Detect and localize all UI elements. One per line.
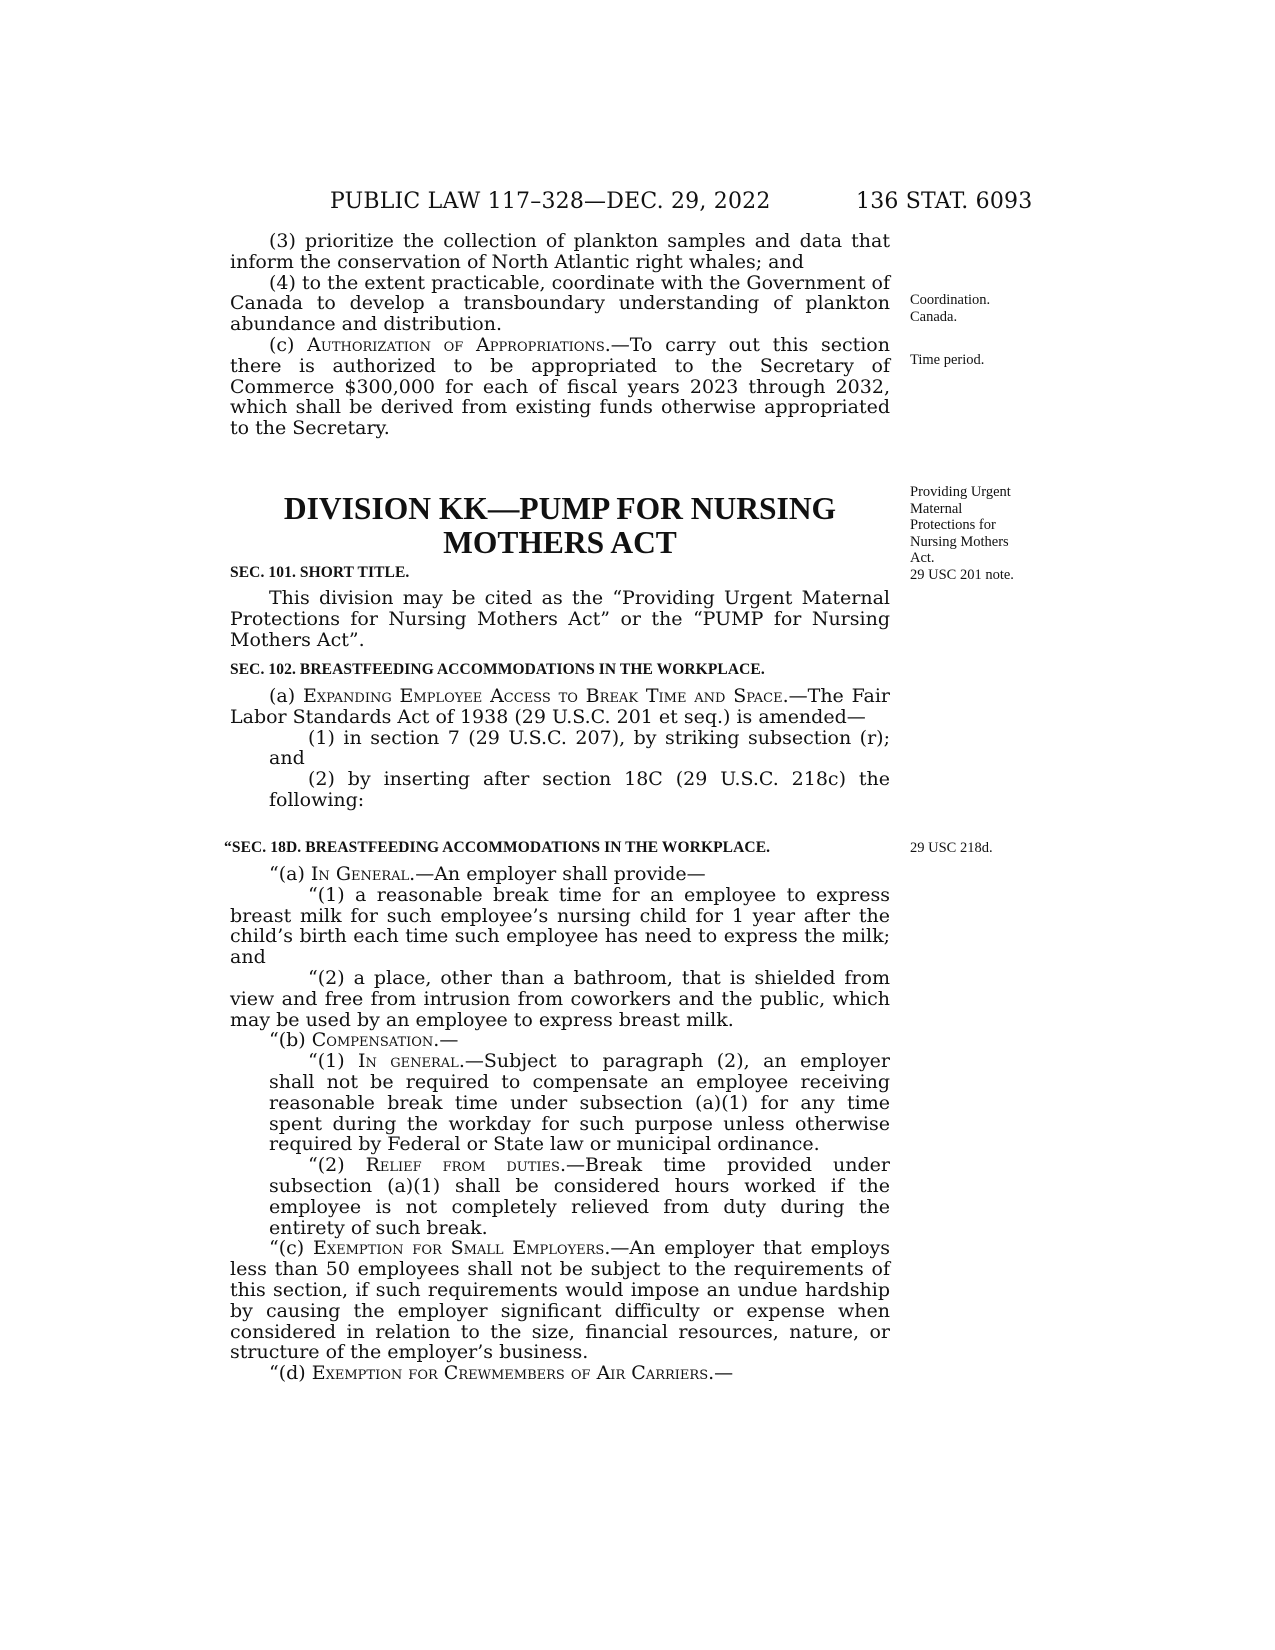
margin-note-pump-act <box>910 484 1060 584</box>
section-101-body <box>230 588 890 650</box>
margin-note-line: Time period. <box>910 352 985 368</box>
paragraph-3: (3) prioritize the collection of plankton samples and data that inform the conservation of North Atlantic right whales; and <box>230 230 890 273</box>
margin-note-line: 29 USC 201 note. <box>910 566 1014 583</box>
division-title <box>230 492 890 560</box>
subsection-heading: Authorization of Appropriations <box>307 333 605 356</box>
paragraph-b2 <box>230 1155 890 1238</box>
paragraph-b1 <box>230 1051 890 1155</box>
subsection-heading: Compensation <box>311 1029 434 1052</box>
paragraph-1-strike: (1) in section 7 (29 U.S.C. 207), by striking subsection (r); and <box>269 726 890 770</box>
running-head: PUBLIC LAW 117–328—DEC. 29, 2022 <box>330 189 771 214</box>
section-18d-body <box>230 864 890 1384</box>
subsection-heading: Expanding Employee Access to Break Time and Space <box>302 685 783 707</box>
subsection-text: .—To carry out this section there is authorized to be appropriated to the Secretary of Commerce $300,000 for each of fiscal years 2023 through 2032, which shall be derived from existing funds otherwise appropriated to the Secretary. <box>230 333 890 440</box>
division-title-line-2: MOTHERS ACT <box>443 525 677 560</box>
subsection-text: .—An employer that employs less than 50 employees shall not be subject to the requirements of this section, if such requirements would impose an undue hardship by causing the employer significant difficulty or expense when considered in relation to the size, financial resources, nature, or structure of the employer’s business. <box>230 1237 891 1364</box>
paragraph-2-insert: (2) by inserting after section 18C (29 U.S.C. 218c) the following: <box>269 768 890 811</box>
subsection-text: .—The Fair Labor Standards Act of 1938 (29 U.S.C. 201 et seq.) is amended— <box>230 685 890 728</box>
margin-note-line: Coordination. <box>910 292 991 308</box>
subsection-dash: .— <box>708 1362 734 1385</box>
paragraph-heading: In general <box>358 1050 459 1073</box>
subsection-a-general <box>230 864 890 885</box>
subsection-label: (c) <box>269 333 308 356</box>
margin-note-time-period <box>910 352 1060 369</box>
margin-note-coordination <box>910 292 1060 325</box>
margin-note-usc-218d <box>910 840 1060 857</box>
paragraph-label: “(2) <box>308 1154 366 1177</box>
subsection-text: .—An employer shall provide— <box>409 863 706 885</box>
subsection-c-appropriations <box>230 335 890 439</box>
subsection-d-crewmembers <box>230 1363 890 1384</box>
subsection-label: “(c) <box>269 1237 313 1260</box>
margin-note-line: Act. <box>910 550 935 567</box>
section-102-heading: SEC. 102. BREASTFEEDING ACCOMMODATIONS IN THE WORKPLACE. <box>230 661 765 678</box>
margin-note-line: Nursing Mothers <box>910 533 1009 550</box>
section-102-body <box>230 686 890 811</box>
subsection-label: “(a) <box>269 863 311 885</box>
subsection-heading: Exemption for Crewmembers of Air Carriers <box>311 1362 709 1385</box>
section-101-heading: SEC. 101. SHORT TITLE. <box>230 564 410 581</box>
margin-note-line: 29 USC 218d. <box>910 840 993 856</box>
paragraph-heading: Relief from duties <box>365 1154 560 1177</box>
subsection-label: “(b) <box>269 1029 312 1052</box>
section-18d-heading: “SEC. 18D. BREASTFEEDING ACCOMMODATIONS IN THE WORKPLACE. <box>224 839 771 856</box>
paragraph-a1: “(1) a reasonable break time for an employee to express breast milk for such employee’s nursing child for 1 year after the child’s birth each time such employee has need to express the milk; and <box>230 883 890 969</box>
section-101-text: This division may be cited as the “Providing Urgent Maternal Protections for Nursing Mothers Act” or the “PUMP for Nursing Mothers Act”. <box>230 587 890 651</box>
statute-page-reference: 136 STAT. 6093 <box>856 189 1033 214</box>
paragraph-text: .—Break time provided under subsection (a)(1) shall be considered hours worked if the employee is not completely relieved from duty during the entirety of such break. <box>269 1154 890 1239</box>
subsection-heading: Exemption for Small Employers <box>312 1237 605 1260</box>
subsection-dash: .— <box>433 1029 459 1052</box>
margin-note-line: Providing Urgent <box>910 484 1011 500</box>
margin-note-line: Canada. <box>910 308 958 325</box>
margin-note-line: Maternal <box>910 500 963 517</box>
subsection-label: (a) <box>269 685 303 707</box>
paragraph-label: “(1) <box>308 1050 358 1073</box>
subsection-a-expanding-access <box>230 686 890 728</box>
subsection-heading: In General <box>310 863 410 885</box>
paragraph-text: .—Subject to paragraph (2), an employer shall not be required to compensate an employee receiving reasonable break time under subsection (a)(1) for any time spent during the workday for such purpose unless otherwise required by Federal or State law or municipal ordinance. <box>269 1050 891 1156</box>
margin-note-line: Protections for <box>910 517 996 534</box>
subsection-c-small-employers <box>230 1238 890 1363</box>
paragraph-a2: “(2) a place, other than a bathroom, that is shielded from view and free from intrusion from coworkers and the public, which may be used by an employee to express breast milk. <box>230 966 890 1031</box>
subsection-label: “(d) <box>269 1362 312 1385</box>
division-title-line-1: DIVISION KK—PUMP FOR NURSING <box>283 491 837 526</box>
subsection-b-compensation <box>230 1030 890 1051</box>
top-text-block <box>230 231 890 439</box>
paragraph-4: (4) to the extent practicable, coordinate with the Government of Canada to develop a transboundary understanding of plankton abundance and distribution. <box>230 271 890 336</box>
